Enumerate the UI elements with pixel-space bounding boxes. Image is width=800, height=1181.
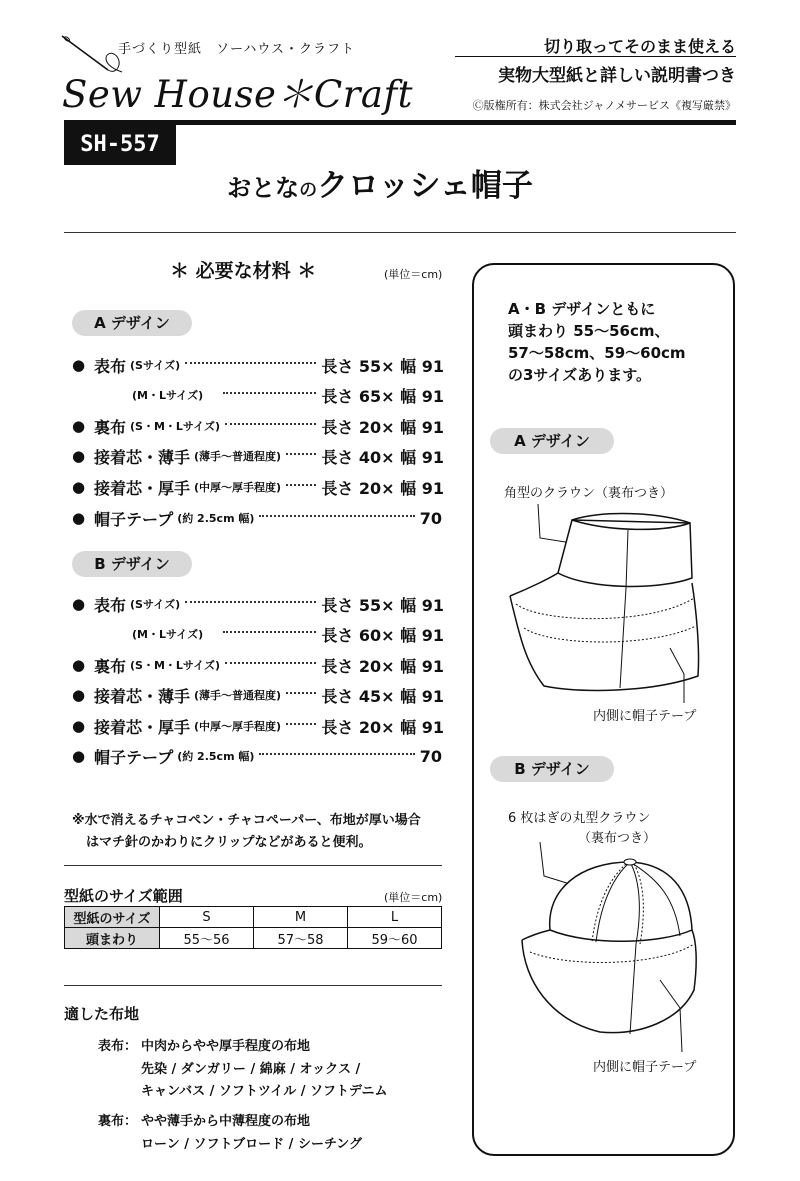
product-code: SH-557 xyxy=(64,125,176,165)
material-note: (薄手〜普通程度) xyxy=(194,689,282,702)
list-item xyxy=(72,382,444,408)
intro-line-2: 頭まわり 55〜56cm、 xyxy=(508,322,670,340)
list-item xyxy=(72,474,444,500)
bullet: ● xyxy=(72,595,86,613)
title-particle: の xyxy=(299,180,318,201)
brand-subtitle: 手づくり型紙 ソーハウス・クラフト xyxy=(118,42,355,57)
tagline-pattern-manual: 実物大型紙と詳しい説明書つき xyxy=(498,66,736,86)
bullet: ● xyxy=(72,478,86,496)
bullet: ● xyxy=(72,717,86,735)
design-a-label: A デザイン xyxy=(72,310,192,336)
material-name: 接着芯・薄手 xyxy=(94,447,191,467)
outer-fabric-label: 表布： xyxy=(98,1039,138,1054)
hat-b-illustration xyxy=(510,840,710,1060)
material-amount: 長さ 45× 幅 91 xyxy=(321,686,444,706)
outer-fabric-examples-1: 先染 / ダンガリー / 綿麻 / オックス / xyxy=(141,1062,361,1077)
material-name: 裏布 xyxy=(94,417,127,437)
bullet: ● xyxy=(72,686,86,704)
list-item xyxy=(72,743,444,769)
bullet: ● xyxy=(72,656,86,674)
outer-fabric-desc: 中肉からやや厚手程度の布地 xyxy=(141,1039,311,1054)
size-table-unit: (単位＝cm) xyxy=(384,891,443,904)
leader-dots xyxy=(223,392,316,394)
material-amount: 長さ 20× 幅 91 xyxy=(321,478,444,498)
intro-line-1: A・B デザインともに xyxy=(508,300,656,318)
table-header-cell: L xyxy=(348,907,442,928)
bullet: ● xyxy=(72,509,86,527)
material-amount: 長さ 40× 幅 91 xyxy=(321,447,444,467)
a-crown-caption: 角型のクラウン（裏布つき） xyxy=(504,486,674,501)
intro-line-3: 57〜58cm、59〜60cm xyxy=(508,344,686,362)
material-note: (S・M・Lサイズ) xyxy=(130,659,221,672)
material-name: 表布 xyxy=(94,595,127,615)
table-cell: 頭まわり xyxy=(65,928,160,949)
title-prefix: おとな xyxy=(227,174,300,202)
material-name: 裏布 xyxy=(94,656,127,676)
materials-note xyxy=(72,810,421,854)
fabrics-title: 適した布地 xyxy=(64,1005,140,1023)
list-item xyxy=(72,682,444,708)
leader-dots xyxy=(225,423,316,425)
material-note: (M・Lサイズ) xyxy=(132,628,204,641)
list-item xyxy=(72,652,444,678)
materials-unit: (単位＝cm) xyxy=(384,268,443,281)
material-amount: 長さ 65× 幅 91 xyxy=(321,386,444,406)
leader-dots xyxy=(259,515,414,517)
section-divider xyxy=(64,985,442,986)
leader-dots xyxy=(286,453,316,455)
material-amount: 長さ 20× 幅 91 xyxy=(321,717,444,737)
lining-fabric-examples: ローン / ソフトブロード / シーチング xyxy=(141,1137,363,1152)
leader-dots xyxy=(223,631,316,633)
list-item xyxy=(72,443,444,469)
material-name: 帽子テープ xyxy=(94,747,174,767)
brand-logo: Sew House＊Craft xyxy=(62,73,414,116)
b-tape-caption: 内側に帽子テープ xyxy=(593,1060,697,1075)
panel-intro xyxy=(508,298,686,386)
list-item xyxy=(72,413,444,439)
b-crown-caption-2: （裏布つき） xyxy=(578,831,657,846)
table-header-cell: 型紙のサイズ xyxy=(65,907,160,928)
leader-dots xyxy=(225,662,316,664)
material-note: (S・M・Lサイズ) xyxy=(130,420,221,433)
list-item xyxy=(72,621,444,647)
table-cell: 55〜56 xyxy=(160,928,254,949)
bullet: ● xyxy=(72,447,86,465)
title-divider xyxy=(64,232,736,233)
material-amount: 長さ 20× 幅 91 xyxy=(321,417,444,437)
leader-dots xyxy=(185,362,316,364)
size-table xyxy=(64,906,442,949)
materials-note-line-1: ※水で消えるチャコペン・チャコペーパー、布地が厚い場合 xyxy=(72,813,421,828)
list-item xyxy=(72,505,444,531)
material-note: (Sサイズ) xyxy=(130,598,181,611)
lining-fabric-label: 裏布： xyxy=(98,1114,138,1129)
page-title xyxy=(190,160,570,205)
lining-fabric-desc: やや薄手から中薄程度の布地 xyxy=(141,1114,311,1129)
panel-design-b-label: B デザイン xyxy=(490,756,614,782)
title-main: クロッシェ帽子 xyxy=(317,168,533,204)
b-crown-caption-1: 6 枚はぎの丸型クラウン xyxy=(508,811,651,826)
material-note: (薄手〜普通程度) xyxy=(194,450,282,463)
material-name: 帽子テープ xyxy=(94,509,174,529)
material-note: (約 2.5cm 幅) xyxy=(177,512,255,525)
leader-dots xyxy=(185,601,316,603)
material-amount: 70 xyxy=(419,746,442,766)
material-name: 接着芯・厚手 xyxy=(94,478,191,498)
bullet: ● xyxy=(72,356,86,374)
panel-design-a-label: A デザイン xyxy=(490,428,614,454)
list-item xyxy=(72,591,444,617)
materials-heading: ＊ 必要な材料 ＊ xyxy=(170,260,317,282)
section-divider xyxy=(64,865,442,866)
material-amount: 長さ 55× 幅 91 xyxy=(321,595,444,615)
bullet: ● xyxy=(72,417,86,435)
material-note: (Sサイズ) xyxy=(130,359,181,372)
size-table-title: 型紙のサイズ範囲 xyxy=(64,887,183,905)
material-name: 接着芯・厚手 xyxy=(94,717,191,737)
material-amount: 長さ 60× 幅 91 xyxy=(321,625,444,645)
table-row xyxy=(65,907,442,928)
list-item xyxy=(72,713,444,739)
table-cell: 57〜58 xyxy=(254,928,348,949)
material-amount: 長さ 20× 幅 91 xyxy=(321,656,444,676)
bullet: ● xyxy=(72,747,86,765)
leader-dots xyxy=(286,692,316,694)
outer-fabric-examples-2: キャンバス / ソフトツイル / ソフトデニム xyxy=(141,1084,388,1099)
material-note: (中厚〜厚手程度) xyxy=(194,481,282,494)
material-name: 接着芯・薄手 xyxy=(94,686,191,706)
material-amount: 長さ 55× 幅 91 xyxy=(321,356,444,376)
hat-a-illustration xyxy=(500,498,710,728)
list-item xyxy=(72,352,444,378)
materials-note-line-2: はマチ針のかわりにクリップなどがあると便利。 xyxy=(86,835,372,850)
table-header-cell: M xyxy=(254,907,348,928)
leader-dots xyxy=(286,723,316,725)
material-amount: 70 xyxy=(419,508,442,528)
table-header-cell: S xyxy=(160,907,254,928)
material-name: 表布 xyxy=(94,356,127,376)
header-divider xyxy=(455,56,736,57)
intro-line-4: の3サイズあります。 xyxy=(508,366,652,384)
design-b-label: B デザイン xyxy=(72,551,192,577)
material-note: (約 2.5cm 幅) xyxy=(177,750,255,763)
leader-dots xyxy=(286,484,316,486)
material-note: (M・Lサイズ) xyxy=(132,389,204,402)
table-cell: 59〜60 xyxy=(348,928,442,949)
table-row xyxy=(65,928,442,949)
leader-dots xyxy=(259,753,414,755)
a-tape-caption: 内側に帽子テープ xyxy=(593,709,697,724)
material-note: (中厚〜厚手程度) xyxy=(194,720,282,733)
copyright-notice: Ⓒ版権所有：株式会社ジャノメサービス《複写厳禁》 xyxy=(472,99,736,112)
tagline-cut-ready: 切り取ってそのまま使える xyxy=(543,37,736,56)
